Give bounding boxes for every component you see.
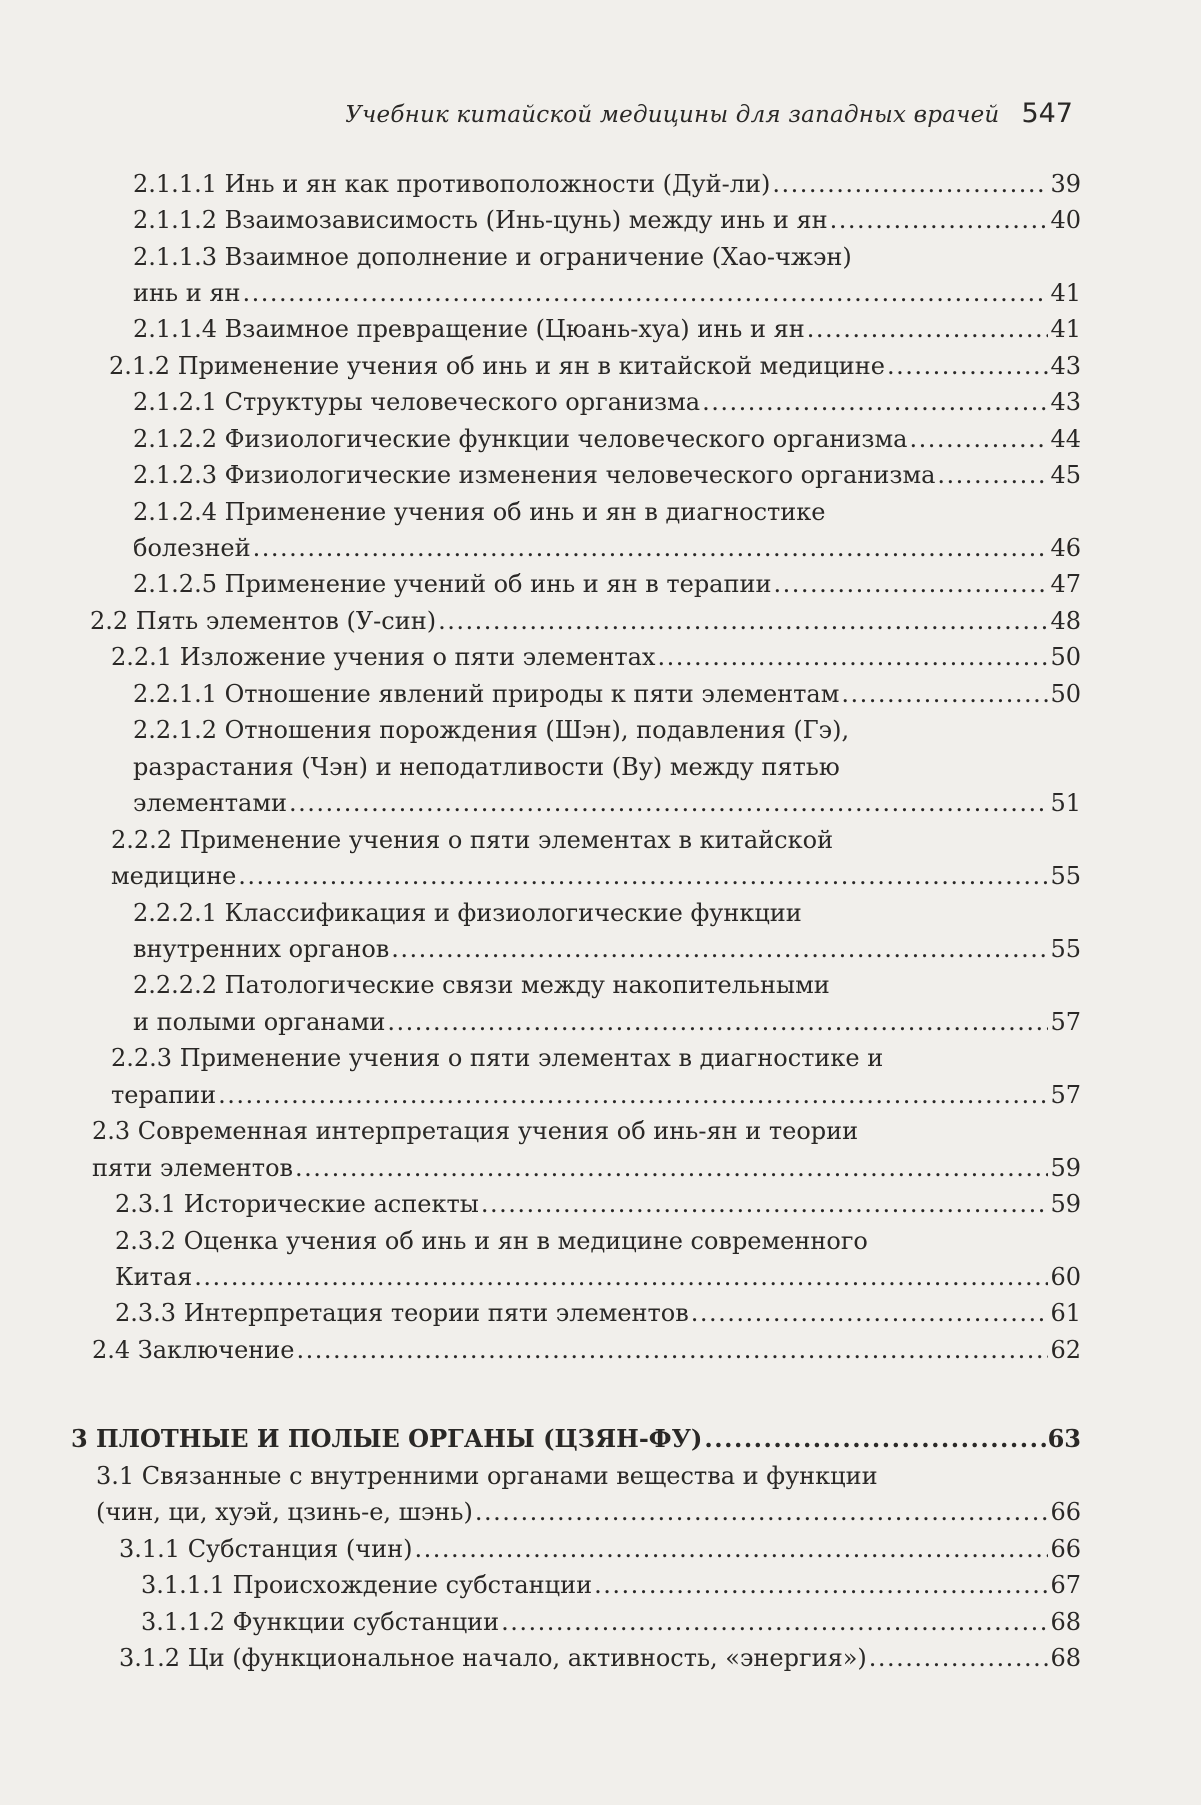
toc-entry-title: 2.2.2 Применение учения о пяти элементах в китайской [111,826,834,854]
toc-entry [133,677,1081,711]
toc-entry [133,240,1081,274]
toc-entry [141,1605,1081,1639]
toc-entry [115,1224,1081,1258]
dot-leader [909,422,1048,456]
toc-entry-title: терапии [111,1081,217,1109]
toc-entry [133,932,1081,966]
toc-entry-title: разрастания (Чэн) и неподатливости (Ву) между пятью [133,753,840,781]
toc-entry-page: 55 [1050,935,1081,963]
toc-entry-title: 2.3.2 Оценка учения об инь и ян в медицине современного [115,1227,868,1255]
toc-entry-title: 3.1.2 Ци (функциональное начало, активность, «энергия») [119,1644,867,1672]
dot-leader [295,1151,1048,1185]
toc-entry [133,203,1081,237]
dot-leader [438,604,1048,638]
toc-entry [133,713,1081,747]
dot-leader [238,859,1048,893]
toc-entry [133,750,1081,784]
dot-leader [218,1078,1048,1112]
toc-entry-title: 2.2.2.2 Патологические связи между накопительными [133,971,830,999]
dot-leader [869,1641,1049,1675]
toc-entry-title: 2.1.2.3 Физиологические изменения человеческого организма [133,461,936,489]
running-header [345,98,1073,129]
toc-entry [96,1459,1081,1493]
toc-entry-page: 39 [1050,170,1081,198]
toc-entry-page: 61 [1050,1299,1081,1327]
toc-entry-page: 60 [1050,1263,1081,1291]
toc-entry-title: 2.1.1.4 Взаимное превращение (Цюань-хуа) инь и ян [133,315,805,343]
toc-entry [96,1495,1081,1529]
toc-entry-title: медицине [111,862,237,890]
toc-entry [115,1260,1081,1294]
toc-entry-page: 55 [1050,862,1081,890]
toc-entry-title: 2.4 Заключение [92,1336,295,1364]
toc-entry-title: 2.3.3 Интерпретация теории пяти элементов [115,1299,689,1327]
toc-entry-page: 50 [1050,680,1081,708]
toc-entry [111,823,1081,857]
toc-entry [141,1568,1081,1602]
toc-entry [133,276,1081,310]
toc-entry-page: 43 [1050,388,1081,416]
toc-entry [111,640,1081,674]
toc-entry [109,349,1081,383]
toc-entry [92,1333,1081,1367]
dot-leader [387,1005,1048,1039]
dot-leader [841,677,1048,711]
toc-entry [90,604,1081,638]
dot-leader [475,1495,1049,1529]
toc-entry-title: 2.2.1.1 Отношение явлений природы к пяти элементам [133,680,840,708]
toc-entry-page: 66 [1050,1535,1081,1563]
toc-entry-title: 2.1.2.5 Применение учений об инь и ян в терапии [133,570,772,598]
dot-leader [391,932,1048,966]
toc-entry-title: пяти элементов [92,1154,294,1182]
toc-entry [119,1532,1081,1566]
toc-entry-page: 57 [1050,1008,1081,1036]
toc-entry-title: 3.1 Связанные с внутренними органами вещества и функции [96,1462,878,1490]
toc-entry-page: 66 [1050,1498,1081,1526]
toc-entry-title: 3.1.1 Субстанция (чин) [119,1535,413,1563]
toc-entry-page: 41 [1050,315,1081,343]
dot-leader [704,1422,1045,1456]
toc-entry [92,1151,1081,1185]
toc-entry [133,167,1081,201]
toc-entry-title: и полыми органами [133,1008,386,1036]
toc-entry-title: 2.3 Современная интерпретация учения об инь-ян и теории [92,1117,859,1145]
toc-entry [111,859,1081,893]
toc-entry-title: 3 ПЛОТНЫЕ И ПОЛЫЕ ОРГАНЫ (ЦЗЯН-ФУ) [71,1424,703,1453]
toc-entry-page: 50 [1050,643,1081,671]
dot-leader [296,1333,1048,1367]
toc-entry-page: 59 [1050,1154,1081,1182]
toc-entry-title: 3.1.1.2 Функции субстанции [141,1608,500,1636]
toc-entry [133,531,1081,565]
toc-entry [133,458,1081,492]
toc-entry-page: 40 [1050,206,1081,234]
toc-entry-page: 48 [1050,607,1081,635]
toc-entry [92,1114,1081,1148]
toc-entry-page: 43 [1050,352,1081,380]
toc-entry-page: 45 [1050,461,1081,489]
toc-entry [133,385,1081,419]
toc-entry-page: 41 [1050,279,1081,307]
toc-entry [111,1078,1081,1112]
toc-entry-title: 2.1.1.2 Взаимозависимость (Инь-цунь) между инь и ян [133,206,828,234]
toc-entry [119,1641,1081,1675]
dot-leader [691,1296,1049,1330]
dot-leader [501,1605,1048,1639]
dot-leader [773,567,1048,601]
toc-entry-page: 68 [1050,1608,1081,1636]
toc-entry-title: 3.1.1.1 Происхождение субстанции [141,1571,593,1599]
toc-entry-page: 59 [1050,1190,1081,1218]
toc-entry-title: 2.1.1.3 Взаимное дополнение и ограничение (Хао-чжэн) [133,243,852,271]
toc-entry-page: 63 [1047,1424,1081,1453]
toc-entry-title: 2.2.1 Изложение учения о пяти элементах [111,643,656,671]
toc-entry [133,968,1081,1002]
toc-entry [133,495,1081,529]
toc-entry [115,1187,1081,1221]
toc-entry [133,422,1081,456]
dot-leader [194,1260,1048,1294]
dot-leader [887,349,1049,383]
dot-leader [702,385,1048,419]
toc-entry-title: 2.2.2.1 Классификация и физиологические функции [133,899,802,927]
toc-entry-page: 67 [1050,1571,1081,1599]
dot-leader [830,203,1049,237]
dot-leader [253,531,1049,565]
toc-entry-page: 62 [1050,1336,1081,1364]
toc-entry [133,1005,1081,1039]
toc-entry-title: 2.3.1 Исторические аспекты [115,1190,479,1218]
dot-leader [242,276,1048,310]
toc-entry-title: 2.2 Пять элементов (У-син) [90,607,437,635]
toc-chapter-entry [71,1422,1081,1456]
toc-entry-title: элементами [133,789,288,817]
toc-entry-title: Китая [115,1263,193,1291]
toc-entry-title: 2.1.1.1 Инь и ян как противоположности (Дуй-ли) [133,170,771,198]
toc-entry [133,896,1081,930]
dot-leader [772,167,1048,201]
toc-entry-title: болезней [133,534,251,562]
toc-entry-page: 51 [1050,789,1081,817]
toc-entry [133,567,1081,601]
toc-entry-title: (чин, ци, хуэй, цзинь-е, шэнь) [96,1498,473,1526]
toc-entry-title: 2.1.2 Применение учения об инь и ян в китайской медицине [109,352,885,380]
toc-entry-title: инь и ян [133,279,241,307]
toc-entry [115,1296,1081,1330]
toc-entry-page: 68 [1050,1644,1081,1672]
dot-leader [937,458,1048,492]
toc-entry-page: 57 [1050,1081,1081,1109]
toc-entry-title: 2.1.2.1 Структуры человеческого организма [133,388,701,416]
dot-leader [657,640,1048,674]
toc-entry-title: 2.2.1.2 Отношения порождения (Шэн), подавления (Гэ), [133,716,850,744]
toc-entry-title: 2.1.2.4 Применение учения об инь и ян в диагностике [133,498,826,526]
dot-leader [807,312,1049,346]
toc-entry-title: внутренних органов [133,935,390,963]
dot-leader [414,1532,1048,1566]
toc-entry [133,786,1081,820]
dot-leader [481,1187,1049,1221]
toc-entry-page: 46 [1050,534,1081,562]
toc-entry-page: 47 [1050,570,1081,598]
toc-entry [111,1041,1081,1075]
toc-entry-page: 44 [1050,425,1081,453]
running-title: Учебник китайской медицины для западных врачей [345,102,1000,128]
dot-leader [594,1568,1048,1602]
page-number: 547 [1021,98,1073,129]
toc-entry-title: 2.2.3 Применение учения о пяти элементах в диагностике и [111,1044,884,1072]
toc-entry-title: 2.1.2.2 Физиологические функции человеческого организма [133,425,908,453]
dot-leader [289,786,1048,820]
toc-entry [133,312,1081,346]
